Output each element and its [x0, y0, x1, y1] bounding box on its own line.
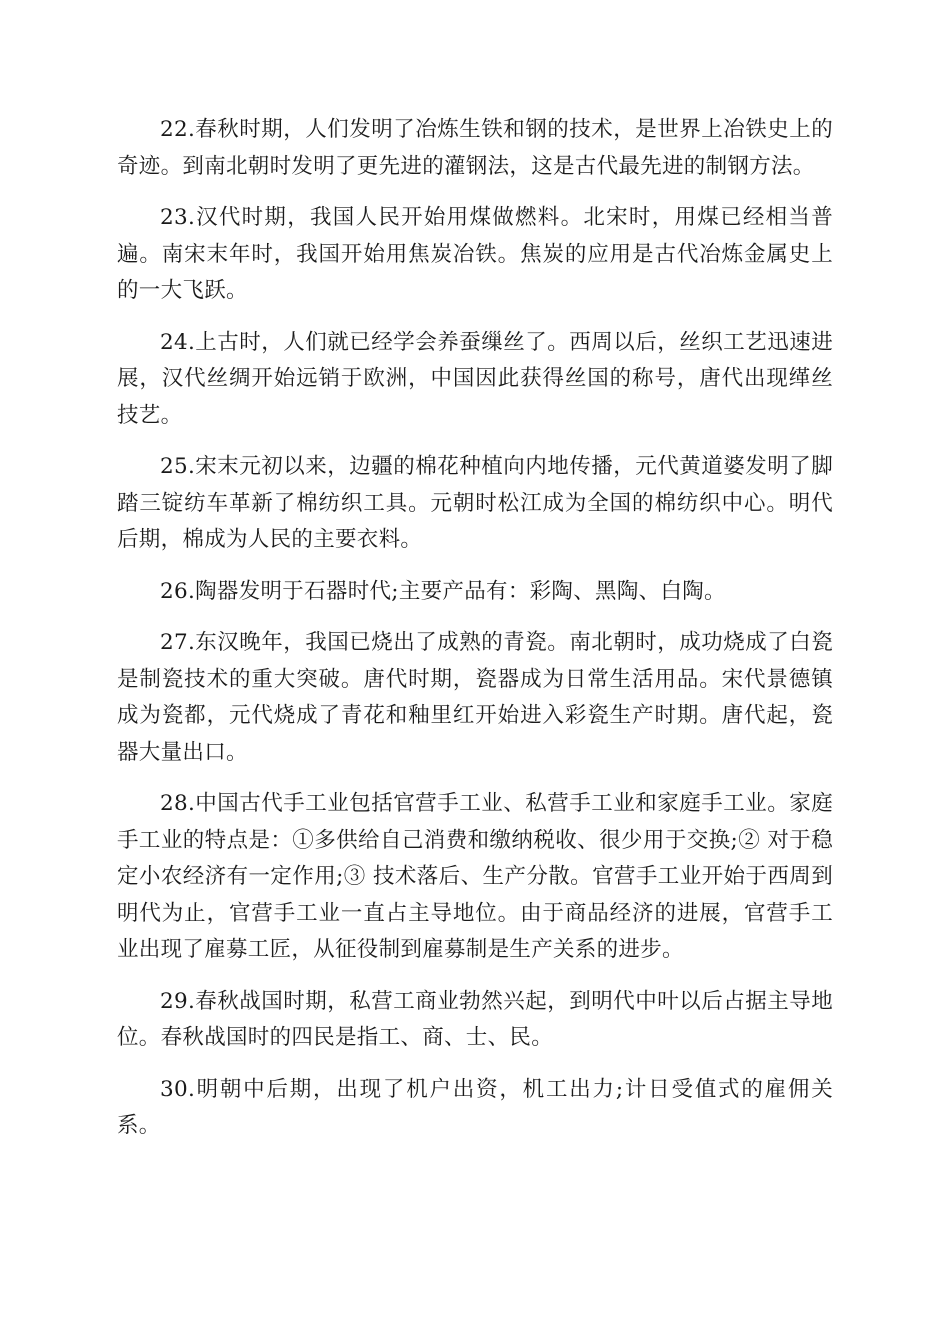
paragraph-22: 22.春秋时期，人们发明了冶炼生铁和钢的技术，是世界上冶铁史上的奇迹。到南北朝时发明了更先进的灌钢法，这是古代最先进的制钢方法。 — [117, 117, 833, 179]
paragraph-24: 24.上古时，人们就已经学会养蚕缫丝了。西周以后，丝织工艺迅速进展，汉代丝绸开始远销于欧洲，中国因此获得丝国的称号，唐代出现缂丝技艺。 — [117, 329, 833, 428]
paragraph-30: 30.明朝中后期，出现了机户出资，机工出力;计日受值式的雇佣关系。 — [117, 1076, 833, 1138]
paragraph-29: 29.春秋战国时期，私营工商业勃然兴起，到明代中叶以后占据主导地位。春秋战国时的四民是指工、商、士、民。 — [117, 988, 833, 1050]
paragraph-23: 23.汉代时期，我国人民开始用煤做燃料。北宋时，用煤已经相当普遍。南宋末年时，我国开始用焦炭冶铁。焦炭的应用是古代冶炼金属史上的一大飞跃。 — [117, 205, 833, 303]
paragraph-27: 27.东汉晚年，我国已烧出了成熟的青瓷。南北朝时，成功烧成了白瓷是制瓷技术的重大突破。唐代时期，瓷器成为日常生活用品。宋代景德镇成为瓷都，元代烧成了青花和釉里红开始进入彩瓷生产时期。唐代起，瓷器大量出口。 — [117, 630, 833, 765]
paragraph-28: 28.中国古代手工业包括官营手工业、私营手工业和家庭手工业。家庭手工业的特点是：①多供给自己消费和缴纳税收、很少用于交换;② 对于稳定小农经济有一定作用;③ 技术落后、生产分散。官营手工业开始于西周到明代为止，官营手工业一直占主导地位。由于商品经济的进展，官营手工业出现了雇募工匠，从征役制到雇募制是生产关系的进步。 — [117, 791, 833, 962]
paragraph-26: 26.陶器发明于石器时代;主要产品有：彩陶、黑陶、白陶。 — [160, 578, 726, 604]
document-body — [117, 112, 833, 1160]
paragraph-25: 25.宋末元初以来，边疆的棉花种植向内地传播，元代黄道婆发明了脚踏三锭纺车革新了棉纺织工具。元朝时松江成为全国的棉纺织中心。明代后期，棉成为人民的主要衣料。 — [117, 454, 833, 552]
